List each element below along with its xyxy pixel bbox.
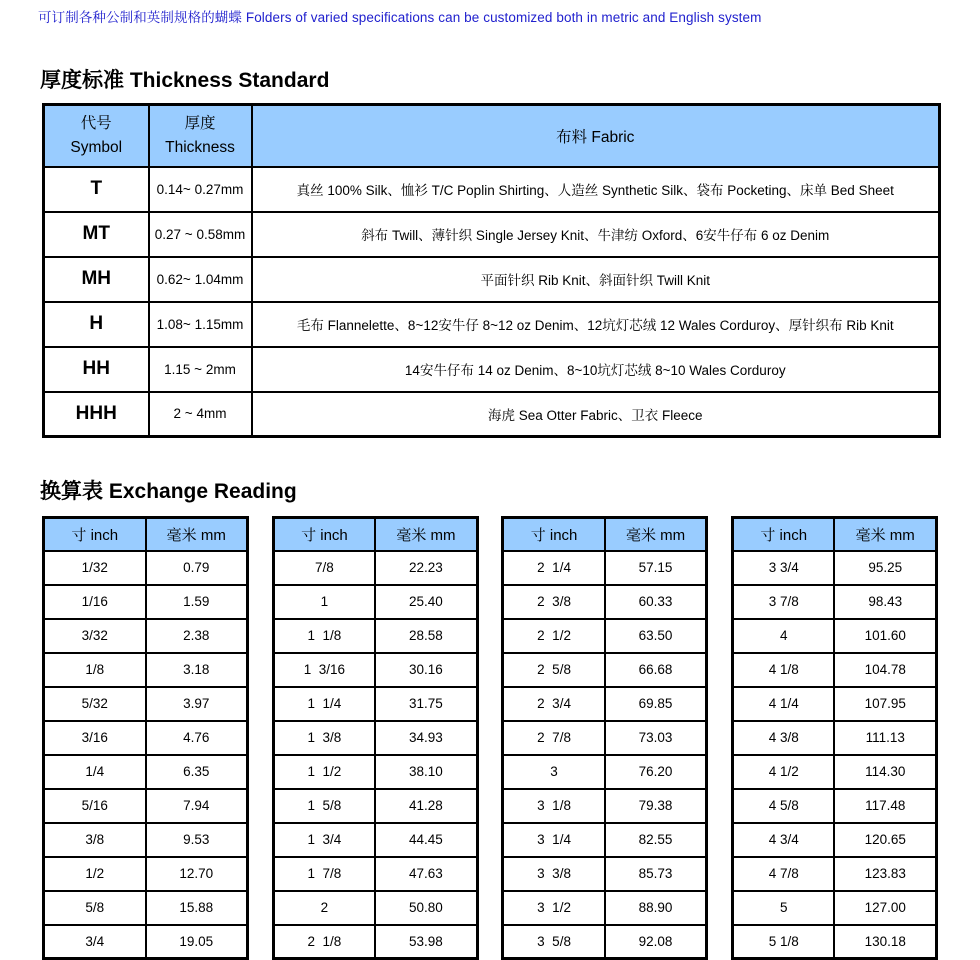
inch-cell: 1 3/8: [273, 721, 375, 755]
inch-cell: 1: [273, 585, 375, 619]
thickness-cell: 2 ~ 4mm: [149, 392, 252, 437]
table-row: [44, 392, 940, 437]
thickness-header-en: Thickness: [165, 138, 235, 156]
exchange-table-1-body: [44, 551, 248, 959]
mm-cell: 22.23: [375, 551, 477, 585]
inch-column-header: 寸 inch: [44, 518, 146, 551]
inch-cell: 7/8: [273, 551, 375, 585]
table-row: [732, 755, 936, 789]
mm-cell: 101.60: [834, 619, 936, 653]
fabric-cell: 斜布 Twill、薄针织 Single Jersey Knit、牛津纺 Oxford、6安牛仔布 6 oz Denim: [252, 212, 940, 257]
mm-cell: 53.98: [375, 925, 477, 959]
inch-cell: 3/16: [44, 721, 146, 755]
thickness-cell: 1.15 ~ 2mm: [149, 347, 252, 392]
table-row: [44, 302, 940, 347]
table-row: [273, 721, 477, 755]
table-row: [273, 789, 477, 823]
fabric-column-header: 布料 Fabric: [252, 105, 940, 167]
table-row: [503, 721, 707, 755]
inch-cell: 3 5/8: [503, 925, 605, 959]
mm-cell: 127.00: [834, 891, 936, 925]
mm-cell: 107.95: [834, 687, 936, 721]
exchange-tables-row: [42, 516, 938, 960]
table-row: [732, 925, 936, 959]
table-row: [44, 687, 248, 721]
inch-column-header: 寸 inch: [503, 518, 605, 551]
inch-cell: 2 7/8: [503, 721, 605, 755]
inch-cell: 3 3/8: [503, 857, 605, 891]
table-row: [273, 925, 477, 959]
mm-cell: 50.80: [375, 891, 477, 925]
table-row: [503, 551, 707, 585]
table-row: [732, 823, 936, 857]
mm-cell: 66.68: [605, 653, 707, 687]
mm-cell: 47.63: [375, 857, 477, 891]
mm-cell: 31.75: [375, 687, 477, 721]
thickness-standard-table: [42, 103, 941, 438]
symbol-column-header: [44, 105, 149, 167]
inch-cell: 2 3/4: [503, 687, 605, 721]
mm-cell: 117.48: [834, 789, 936, 823]
table-row: [273, 653, 477, 687]
table-row: [44, 721, 248, 755]
inch-cell: 1 3/16: [273, 653, 375, 687]
exchange-table-4-header: [732, 518, 936, 551]
thickness-cell: 0.14~ 0.27mm: [149, 167, 252, 212]
table-row: [273, 551, 477, 585]
exchange-table-4: [731, 516, 938, 960]
mm-cell: 34.93: [375, 721, 477, 755]
table-row: [732, 857, 936, 891]
exchange-table-1-header: [44, 518, 248, 551]
table-row: [503, 925, 707, 959]
inch-cell: 1 1/2: [273, 755, 375, 789]
table-row: [44, 585, 248, 619]
mm-cell: 88.90: [605, 891, 707, 925]
symbol-cell: T: [44, 167, 149, 212]
table-row: [732, 653, 936, 687]
inch-cell: 4 1/4: [732, 687, 834, 721]
thickness-standard-title: 厚度标准 Thickness Standard: [40, 69, 330, 92]
thickness-table-body: [44, 167, 940, 437]
thickness-cell: 0.62~ 1.04mm: [149, 257, 252, 302]
inch-cell: 3/32: [44, 619, 146, 653]
table-row: [273, 857, 477, 891]
table-row: [503, 789, 707, 823]
inch-cell: 1/32: [44, 551, 146, 585]
exchange-table-3-body: [503, 551, 707, 959]
inch-column-header: 寸 inch: [732, 518, 834, 551]
mm-cell: 120.65: [834, 823, 936, 857]
thickness-column-header: [149, 105, 252, 167]
mm-cell: 28.58: [375, 619, 477, 653]
fabric-cell: 海虎 Sea Otter Fabric、卫衣 Fleece: [252, 392, 940, 437]
mm-cell: 41.28: [375, 789, 477, 823]
table-row: [273, 891, 477, 925]
inch-cell: 3 1/2: [503, 891, 605, 925]
symbol-cell: H: [44, 302, 149, 347]
inch-cell: 1 1/8: [273, 619, 375, 653]
exchange-reading-title: 换算表 Exchange Reading: [40, 480, 297, 503]
table-row: [732, 619, 936, 653]
inch-cell: 4 5/8: [732, 789, 834, 823]
mm-cell: 4.76: [146, 721, 248, 755]
mm-column-header: 毫米 mm: [146, 518, 248, 551]
inch-column-header: 寸 inch: [273, 518, 375, 551]
table-row: [44, 257, 940, 302]
exchange-table-3-header: [503, 518, 707, 551]
exchange-table-3: [501, 516, 708, 960]
mm-cell: 1.59: [146, 585, 248, 619]
mm-cell: 44.45: [375, 823, 477, 857]
mm-cell: 76.20: [605, 755, 707, 789]
table-row: [44, 789, 248, 823]
exchange-table-2-body: [273, 551, 477, 959]
mm-cell: 111.13: [834, 721, 936, 755]
table-row: [44, 167, 940, 212]
mm-cell: 98.43: [834, 585, 936, 619]
mm-column-header: 毫米 mm: [605, 518, 707, 551]
thickness-cell: 0.27 ~ 0.58mm: [149, 212, 252, 257]
mm-cell: 9.53: [146, 823, 248, 857]
mm-cell: 123.83: [834, 857, 936, 891]
mm-cell: 63.50: [605, 619, 707, 653]
table-row: [44, 891, 248, 925]
table-row: [44, 212, 940, 257]
exchange-table-1: [42, 516, 249, 960]
mm-cell: 25.40: [375, 585, 477, 619]
table-row: [503, 585, 707, 619]
inch-cell: 4 3/8: [732, 721, 834, 755]
table-row: [44, 551, 248, 585]
inch-cell: 1/8: [44, 653, 146, 687]
mm-cell: 12.70: [146, 857, 248, 891]
inch-cell: 5/32: [44, 687, 146, 721]
inch-cell: 3: [503, 755, 605, 789]
mm-cell: 95.25: [834, 551, 936, 585]
mm-cell: 2.38: [146, 619, 248, 653]
table-row: [732, 551, 936, 585]
mm-cell: 114.30: [834, 755, 936, 789]
thickness-cell: 1.08~ 1.15mm: [149, 302, 252, 347]
inch-cell: 5 1/8: [732, 925, 834, 959]
inch-cell: 2 1/2: [503, 619, 605, 653]
table-row: [273, 755, 477, 789]
inch-cell: 4: [732, 619, 834, 653]
symbol-cell: HH: [44, 347, 149, 392]
inch-cell: 1/4: [44, 755, 146, 789]
inch-cell: 5/16: [44, 789, 146, 823]
symbol-cell: HHH: [44, 392, 149, 437]
mm-column-header: 毫米 mm: [375, 518, 477, 551]
table-row: [732, 891, 936, 925]
mm-cell: 82.55: [605, 823, 707, 857]
inch-cell: 3 1/4: [503, 823, 605, 857]
customization-note: 可订制各种公制和英制规格的蝴蝶 Folders of varied specifications can be customized both in metric and English system: [38, 10, 762, 25]
table-row: [732, 721, 936, 755]
mm-cell: 104.78: [834, 653, 936, 687]
inch-cell: 3/4: [44, 925, 146, 959]
mm-cell: 6.35: [146, 755, 248, 789]
mm-cell: 30.16: [375, 653, 477, 687]
table-row: [732, 789, 936, 823]
symbol-header-cn: 代号: [80, 114, 112, 132]
inch-cell: 1 7/8: [273, 857, 375, 891]
inch-cell: 2 1/4: [503, 551, 605, 585]
table-row: [503, 687, 707, 721]
table-row: [44, 619, 248, 653]
inch-cell: 3 1/8: [503, 789, 605, 823]
table-row: [44, 653, 248, 687]
inch-cell: 4 7/8: [732, 857, 834, 891]
mm-cell: 38.10: [375, 755, 477, 789]
inch-cell: 2: [273, 891, 375, 925]
mm-cell: 69.85: [605, 687, 707, 721]
table-row: [503, 823, 707, 857]
inch-cell: 1/16: [44, 585, 146, 619]
fabric-cell: 毛布 Flannelette、8~12安牛仔 8~12 oz Denim、12坑灯芯绒 12 Wales Corduroy、厚针织布 Rib Knit: [252, 302, 940, 347]
table-row: [273, 823, 477, 857]
inch-cell: 3 7/8: [732, 585, 834, 619]
mm-cell: 3.18: [146, 653, 248, 687]
mm-cell: 57.15: [605, 551, 707, 585]
table-row: [44, 755, 248, 789]
table-row: [732, 585, 936, 619]
table-row: [44, 823, 248, 857]
inch-cell: 1/2: [44, 857, 146, 891]
inch-cell: 3 3/4: [732, 551, 834, 585]
exchange-table-4-body: [732, 551, 936, 959]
fabric-cell: 平面针织 Rib Knit、斜面针织 Twill Knit: [252, 257, 940, 302]
inch-cell: 1 5/8: [273, 789, 375, 823]
inch-cell: 2 3/8: [503, 585, 605, 619]
thickness-table-header: [44, 105, 940, 167]
inch-cell: 5: [732, 891, 834, 925]
symbol-cell: MT: [44, 212, 149, 257]
table-row: [44, 925, 248, 959]
exchange-table-2: [272, 516, 479, 960]
mm-cell: 60.33: [605, 585, 707, 619]
table-row: [273, 585, 477, 619]
table-row: [503, 755, 707, 789]
mm-cell: 7.94: [146, 789, 248, 823]
mm-cell: 73.03: [605, 721, 707, 755]
inch-cell: 4 1/2: [732, 755, 834, 789]
inch-cell: 1 3/4: [273, 823, 375, 857]
thickness-header-cn: 厚度: [184, 114, 216, 132]
mm-cell: 92.08: [605, 925, 707, 959]
mm-cell: 130.18: [834, 925, 936, 959]
table-row: [273, 619, 477, 653]
inch-cell: 5/8: [44, 891, 146, 925]
inch-cell: 4 3/4: [732, 823, 834, 857]
inch-cell: 1 1/4: [273, 687, 375, 721]
table-row: [503, 619, 707, 653]
inch-cell: 4 1/8: [732, 653, 834, 687]
fabric-cell: 14安牛仔布 14 oz Denim、8~10坑灯芯绒 8~10 Wales Corduroy: [252, 347, 940, 392]
table-row: [273, 687, 477, 721]
mm-cell: 79.38: [605, 789, 707, 823]
table-row: [44, 857, 248, 891]
inch-cell: 2 5/8: [503, 653, 605, 687]
table-row: [503, 891, 707, 925]
fabric-cell: 真丝 100% Silk、恤衫 T/C Poplin Shirting、人造丝 Synthetic Silk、袋布 Pocketing、床单 Bed Sheet: [252, 167, 940, 212]
exchange-table-2-header: [273, 518, 477, 551]
mm-cell: 15.88: [146, 891, 248, 925]
inch-cell: 2 1/8: [273, 925, 375, 959]
table-row: [44, 347, 940, 392]
mm-column-header: 毫米 mm: [834, 518, 936, 551]
table-row: [503, 857, 707, 891]
symbol-header-en: Symbol: [70, 138, 123, 156]
table-row: [732, 687, 936, 721]
mm-cell: 85.73: [605, 857, 707, 891]
symbol-cell: MH: [44, 257, 149, 302]
inch-cell: 3/8: [44, 823, 146, 857]
mm-cell: 3.97: [146, 687, 248, 721]
table-row: [503, 653, 707, 687]
mm-cell: 0.79: [146, 551, 248, 585]
mm-cell: 19.05: [146, 925, 248, 959]
